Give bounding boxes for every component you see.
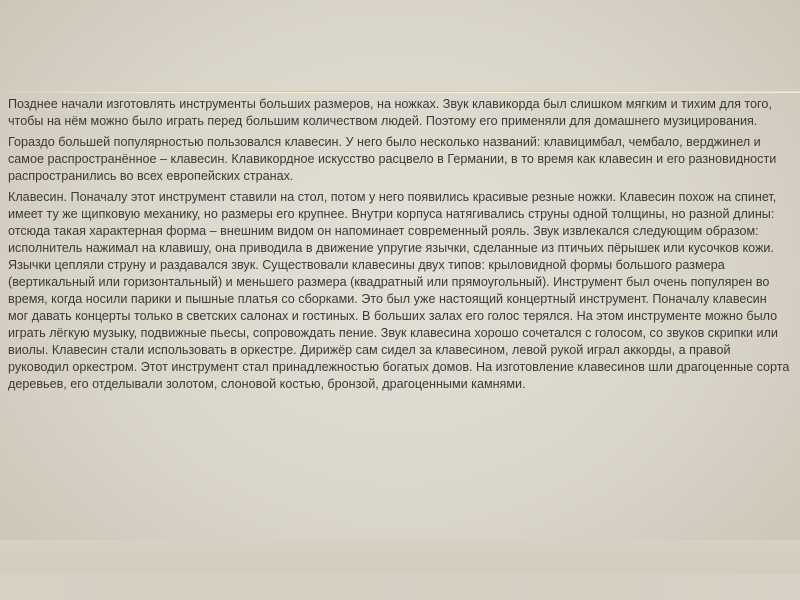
paragraph-harpsichord-description: Клавесин. Поначалу этот инструмент ставили на стол, потом у него появились красивые резные ножки. Клавесин похож на спинет, имеет ту же щипковую механику, но размеры его крупнее. Внутри корпуса натягивались струны одной толщины, но разной длины: отсюда такая характерная форма – внешним видом он напоминает современный рояль. Звук извлекался следующим образом: исполнитель нажимал на клавишу, она приводила в движение упругие язычки, сделанные из птичьих пёрышек или кусочков кожи. Язычки цепляли струну и раздавался звук. Существовали клавесины двух типов: крыловидной формы большого размера (вертикальный или горизонтальный) и меньшего размера (квадратный или прямоугольный). Инструмент был очень популярен во время, когда носили парики и пышные платья со сборками. Это был уже настоящий концертный инструмент. Поначалу клавесин мог давать концерты только в светских салонах и гостиных. В больших залах его голос терялся. На этом инструменте можно было играть лёгкую музыку, подвижные пьесы, сопровождать пение. Звук клавесина хорошо сочетался с голосом, со звуков скрипки или виолы. Клавесин стали использовать в оркестре. Дирижёр сам сидел за клавесином, левой рукой играл аккорды, а правой руководил оркестром. Этот инструмент стал принадлежностью богатых домов. На изготовление клавесинов шли драгоценные сорта деревьев, его отделывали золотом, слоновой костью, бронзой, драгоценными камнями. bbox=[8, 190, 790, 391]
header-divider-highlight bbox=[0, 92, 800, 93]
paragraph-harpsichord-popularity: Гораздо большей популярностью пользовался клавесин. У него было несколько названий: клавицимбал, чембало, верджинел и самое распространённое – клавесин. Клавикордное искусство расцвело в Германии, в то время как клавесин и его разновидности распространились во всех европейских странах. bbox=[8, 135, 777, 183]
slide-body-text bbox=[8, 96, 790, 397]
footer-strip bbox=[0, 573, 800, 600]
paragraph-clavichord: Позднее начали изготовлять инструменты больших размеров, на ножках. Звук клавикорда был слишком мягким и тихим для того, чтобы на нём можно было играть перед большим количеством людей. Поэтому его применяли для домашнего музицирования. bbox=[8, 97, 772, 128]
